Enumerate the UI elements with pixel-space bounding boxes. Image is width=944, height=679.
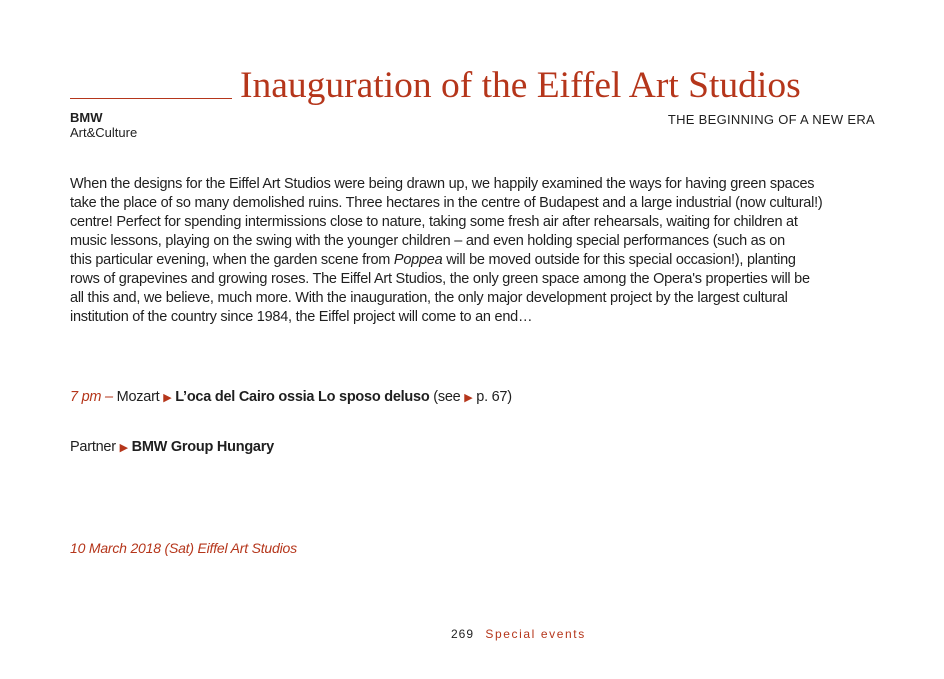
partner-label: Partner [70, 439, 116, 455]
arrow-right-icon: ▶ [464, 392, 473, 404]
arrow-right-icon: ▶ [163, 392, 172, 404]
opera-title-poppea: Poppea [393, 252, 443, 268]
paragraph-line: centre! Perfect for spending intermissions close to nature, taking some fresh air after rehearsals, waiting for children at [70, 214, 798, 230]
arrow-right-icon: ▶ [119, 442, 128, 454]
title-rule [70, 98, 232, 99]
event-composer: Mozart [116, 389, 160, 405]
partner-name: BMW Group Hungary [131, 439, 274, 455]
logo-brand: BMW [70, 110, 103, 125]
paragraph-line [70, 251, 870, 270]
paragraph-line: music lessons, playing on the swing with the younger children – and even holding special performances (such as on [70, 233, 785, 249]
paragraph-line: rows of grapevines and growing roses. The Eiffel Art Studios, the only green space among the Opera's properties will be [70, 271, 810, 287]
page-number: 269 [451, 627, 475, 641]
paragraph-text: this particular evening, when the garden scene from [70, 252, 394, 268]
event-page-ref: p. 67) [476, 389, 512, 405]
page-subtitle: THE BEGINNING OF A NEW ERA [667, 112, 875, 127]
paragraph-text: will be moved outside for this special occasion!), planting [442, 252, 796, 268]
logo-tagline: Art&Culture [70, 125, 138, 140]
event-time: 7 pm – [70, 389, 113, 405]
event-listing [70, 388, 512, 408]
section-name: Special events [485, 627, 586, 641]
bmw-art-culture-logo [70, 110, 137, 140]
event-see-label: (see [433, 389, 461, 405]
event-date-venue: 10 March 2018 (Sat) Eiffel Art Studios [70, 540, 297, 556]
event-work-title: L’oca del Cairo ossia Lo sposo deluso [175, 389, 430, 405]
paragraph-line: institution of the country since 1984, the Eiffel project will come to an end… [70, 309, 533, 325]
paragraph-line: take the place of so many demolished ruins. Three hectares in the centre of Budapest and a large industrial (now cultural!) [70, 195, 823, 211]
paragraph-line: When the designs for the Eiffel Art Studios were being drawn up, we happily examined the ways for having green spaces [70, 176, 815, 192]
description-paragraph [70, 175, 870, 327]
page-footer [451, 627, 586, 641]
paragraph-line: all this and, we believe, much more. With the inauguration, the only major development project by the largest cultural [70, 290, 788, 306]
partner-line [70, 438, 274, 458]
page-title: Inauguration of the Eiffel Art Studios [240, 65, 801, 106]
